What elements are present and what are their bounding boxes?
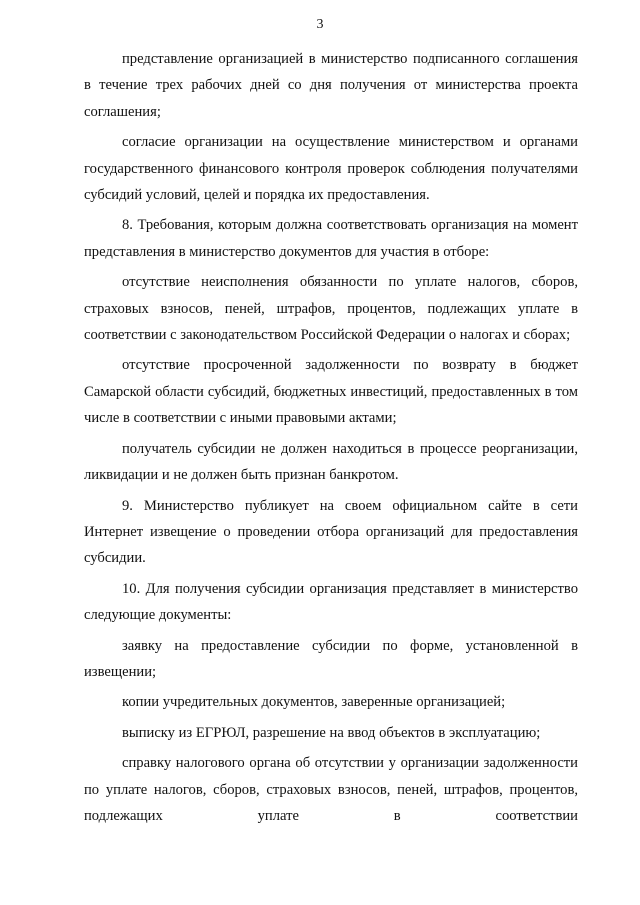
paragraph-no-tax-debt: отсутствие неисполнения обязанности по уплате налогов, сборов, страховых взносов, пеней, штрафов, процентов, подлежащих уплате в соответствии с законодательством Российской Федерации о налогах и сборах;: [84, 274, 578, 344]
paragraph-tax-certificate: справку налогового органа об отсутствии у организации задолженности по уплате налогов, сборов, страховых взносов, пеней, штрафов, процентов, подлежащих уплате в соответствии: [84, 755, 578, 824]
paragraph-consent-inspections: согласие организации на осуществление министерством и органами государственного финансового контроля проверок соблюдения получателями субсидий условий, целей и порядка их предоставления.: [84, 134, 578, 204]
paragraph-founding-documents: копии учредительных документов, заверенные организацией;: [122, 694, 506, 711]
paragraph-no-reorganization: получатель субсидии не должен находиться в процессе реорганизации, ликвидации и не должен быть признан банкротом.: [84, 440, 578, 484]
page-number: 3: [316, 17, 324, 32]
document-body: [84, 46, 578, 829]
paragraph-application: заявку на предоставление субсидии по форме, установленной в извещении;: [84, 637, 578, 680]
paragraph-item-9-publication: 9. Министерство публикует на своем официальном сайте в сети Интернет извещение о проведении отбора организаций для предоставления субсидии.: [84, 497, 578, 567]
paragraph-signed-agreement: представление организацией в министерство подписанного соглашения в течение трех рабочих дней со дня получения от министерства проекта соглашения;: [84, 51, 578, 120]
paragraph-item-10-documents: 10. Для получения субсидии организация представляет в министерство следующие документы:: [84, 580, 578, 624]
paragraph-no-overdue-debt: отсутствие просроченной задолженности по возврату в бюджет Самарской области субсидий, бюджетных инвестиций, предоставленных в том числе в соответствии с иными правовыми актами;: [84, 357, 578, 427]
paragraph-item-8-requirements: 8. Требования, которым должна соответствовать организация на момент представления в министерство документов для участия в отборе:: [84, 217, 578, 260]
paragraph-egrul-extract: выписку из ЕГРЮЛ, разрешение на ввод объектов в эксплуатацию;: [122, 724, 541, 741]
